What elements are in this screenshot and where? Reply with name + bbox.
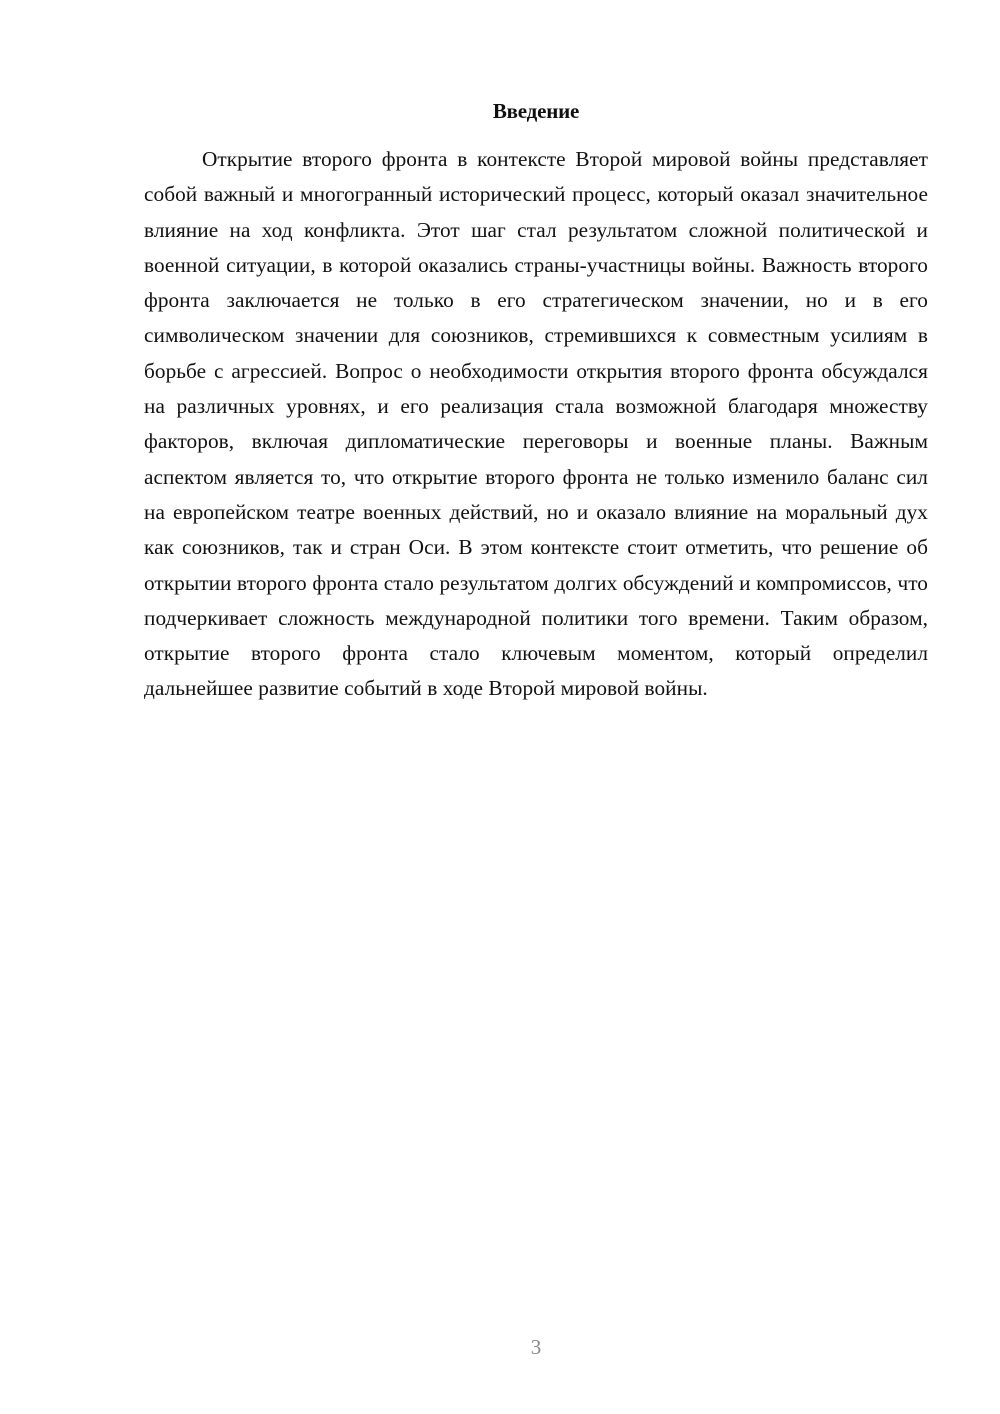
body-paragraph: Открытие второго фронта в контексте Второй мировой войны представляет собой важный и многогранный исторический процесс, который оказал значительное влияние на ход конфликта. Этот шаг стал результатом сложной политической и военной ситуации, в которой оказались страны-участницы войны. Важность второго фронта заключается не только в его стратегическом значении, но и в его символическом значении для союзников, стремившихся к совместным усилиям в борьбе с агрессией. Вопрос о необходимости открытия второго фронта обсуждался на различных уровнях, и его реализация стала возможной благодаря множеству факторов, включая дипломатические переговоры и военные планы. Важным аспектом является то, что открытие второго фронта не только изменило баланс сил на европейском театре военных действий, но и оказало влияние на моральный дух как союзников, так и стран Оси. В этом контексте стоит отметить, что решение об открытии второго фронта стало результатом долгих обсуждений и компромиссов, что подчеркивает сложность международной политики того времени. Таким образом, открытие второго фронта стало ключевым моментом, который определил дальнейшее развитие событий в ходе Второй мировой войны. <box>144 147 928 701</box>
section-heading: Введение <box>492 99 580 123</box>
page-number: 3 <box>530 1335 542 1359</box>
